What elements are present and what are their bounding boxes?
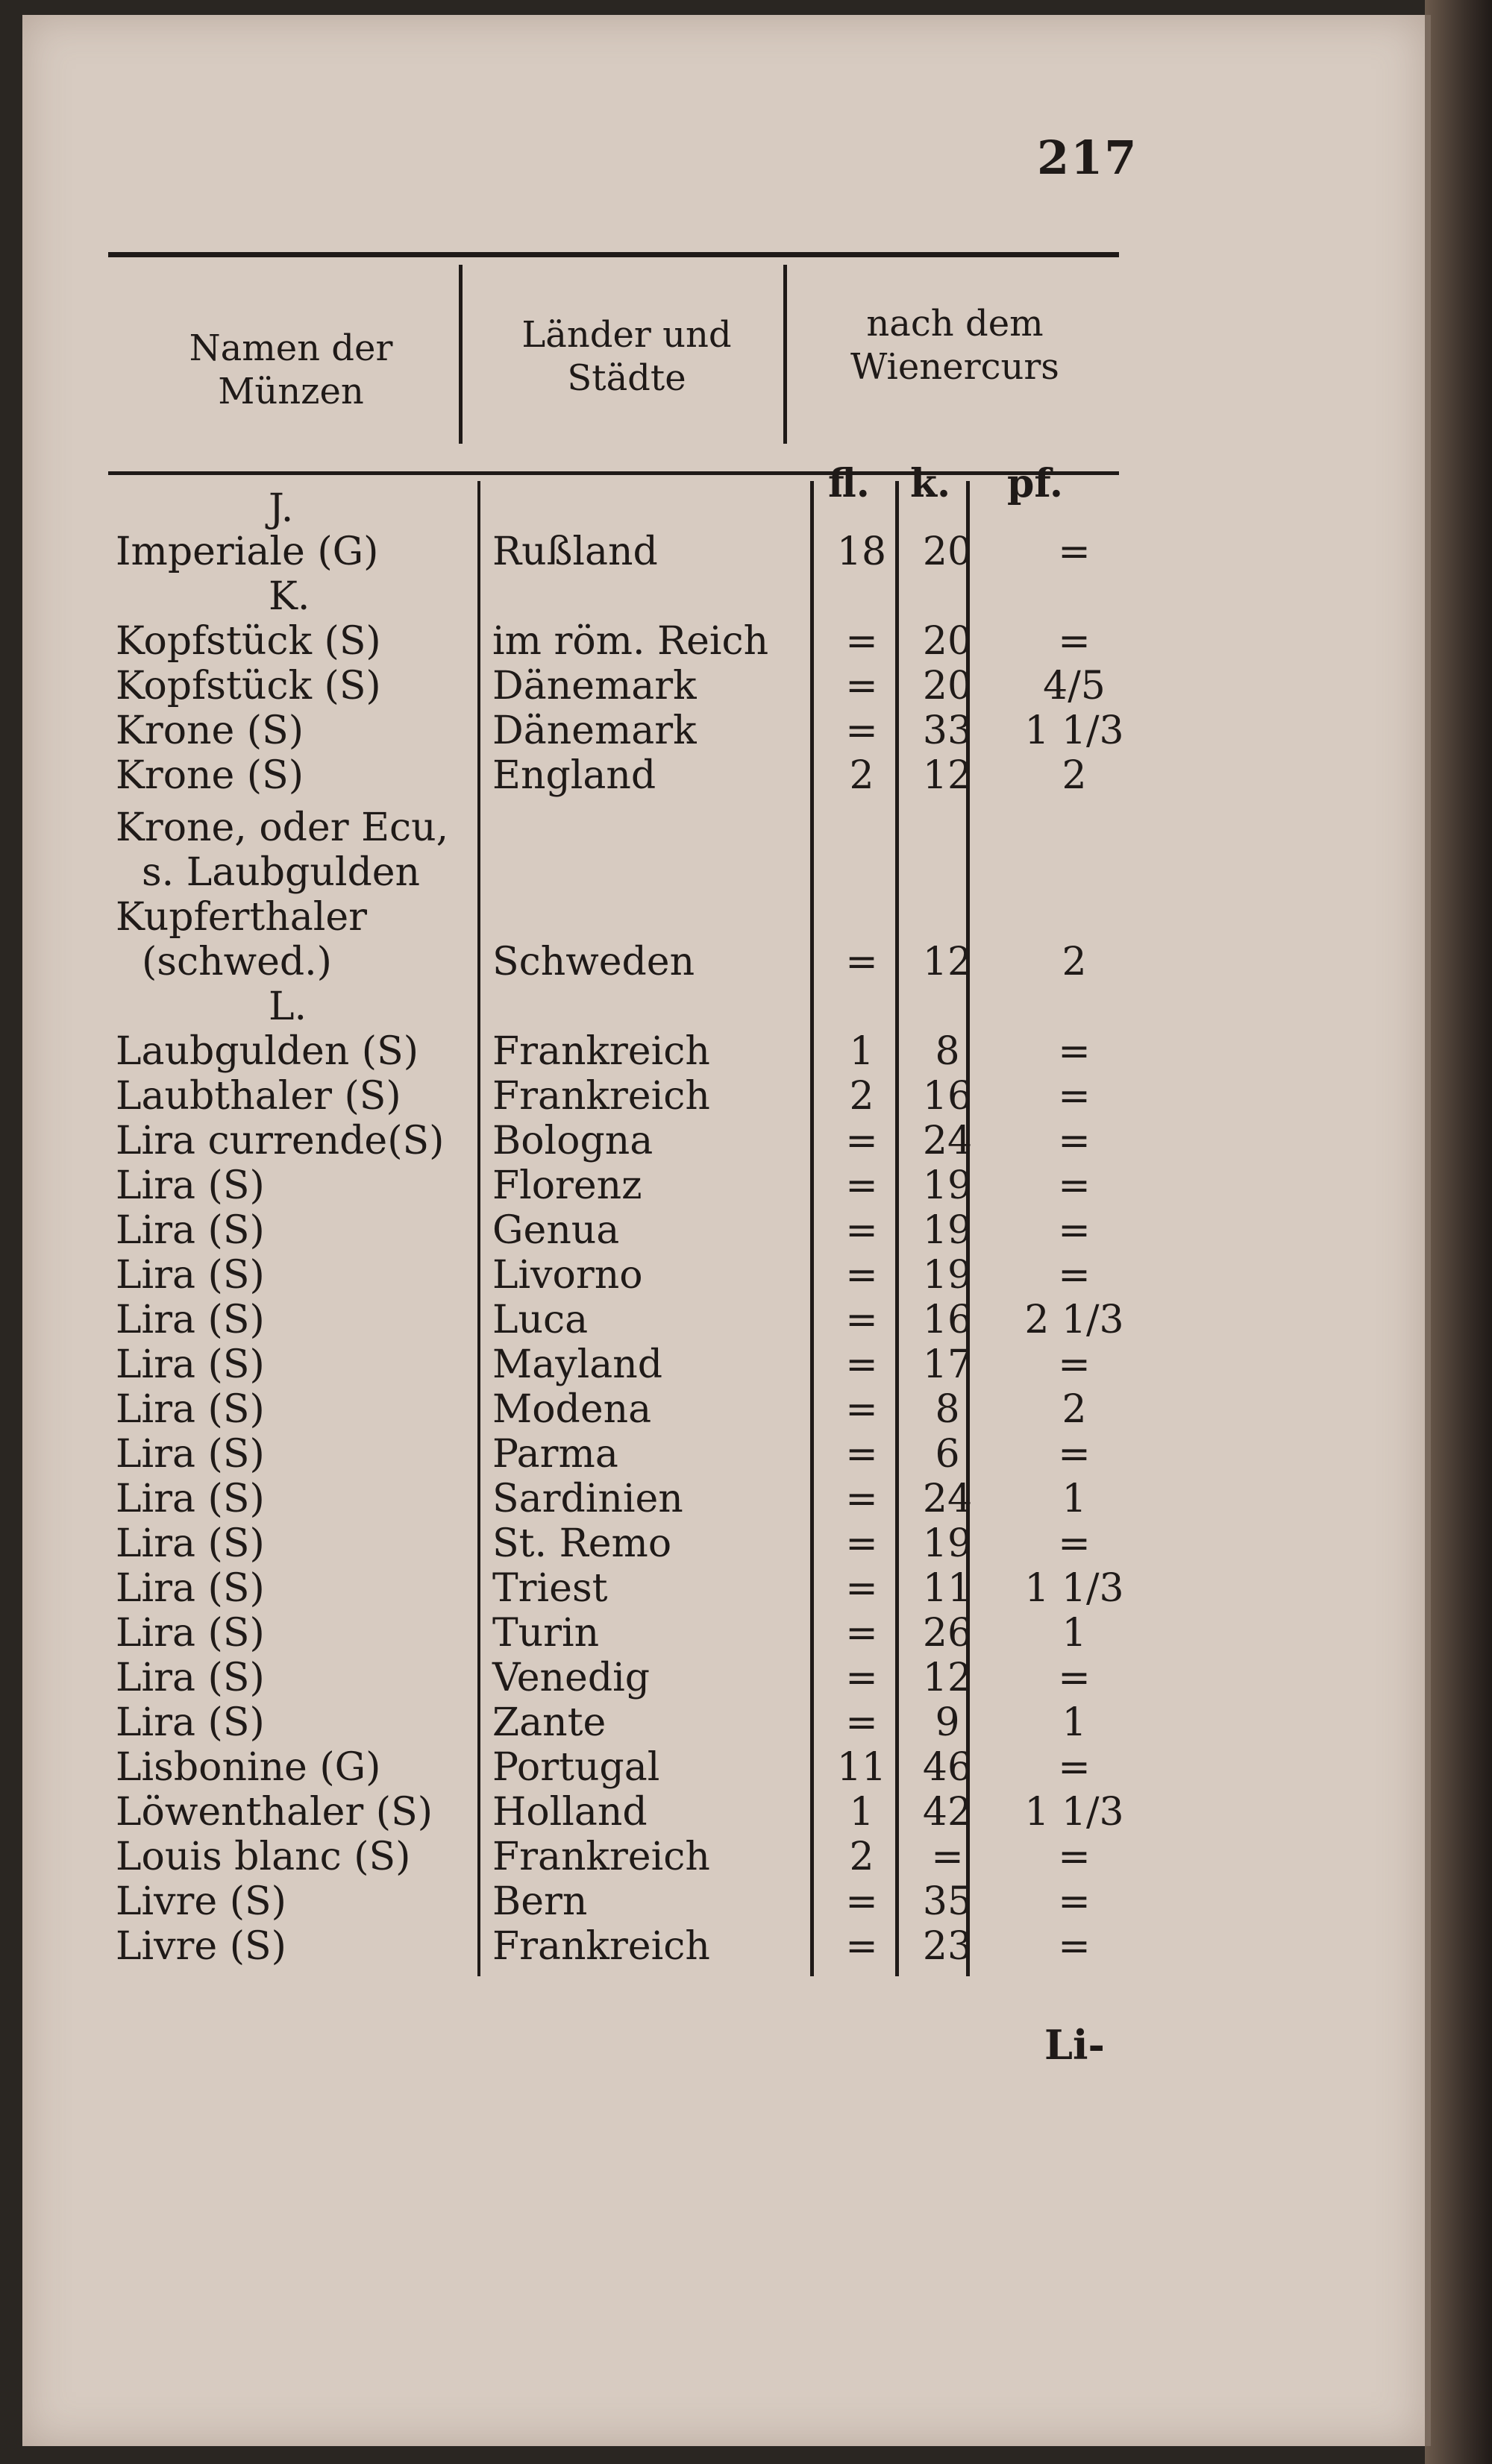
book-spine-edge <box>1425 0 1492 2464</box>
coin-name: Lira (S) <box>116 1163 265 1208</box>
table-row <box>22 940 1425 984</box>
coin-name: Lira (S) <box>116 1253 265 1298</box>
value-pf: = <box>1058 1208 1091 1253</box>
coin-name: Lira (S) <box>116 1208 265 1253</box>
page-number: 217 <box>1037 131 1138 185</box>
value-pf: = <box>1058 529 1091 574</box>
table-row <box>22 1253 1425 1298</box>
country: Genua <box>492 1208 620 1253</box>
header-countries: Länder und Städte <box>521 314 732 399</box>
country: Holland <box>492 1790 648 1835</box>
unit-k: k. <box>910 461 951 506</box>
table-row <box>22 1521 1425 1566</box>
coin-name: Laubgulden (S) <box>116 1029 419 1074</box>
table-row <box>22 529 1425 574</box>
table-row <box>22 1477 1425 1521</box>
value-fl: = <box>845 1298 878 1342</box>
header-exchange: nach dem Wienercurs <box>850 303 1059 388</box>
country: Modena <box>492 1387 652 1432</box>
value-k: 23 <box>922 1924 973 1969</box>
value-k: 19 <box>922 1208 973 1253</box>
value-k: 35 <box>922 1879 973 1924</box>
table-row <box>22 1342 1425 1387</box>
country: Dänemark <box>492 664 697 708</box>
country: Livorno <box>492 1253 643 1298</box>
value-k: 9 <box>935 1700 960 1745</box>
coin-name: Lira (S) <box>116 1521 265 1566</box>
table-row <box>22 1835 1425 1879</box>
value-k: 24 <box>922 1119 973 1163</box>
value-pf: = <box>1058 1521 1091 1566</box>
value-pf: 1 <box>1062 1700 1087 1745</box>
value-k: = <box>931 1835 964 1879</box>
value-pf: = <box>1058 1745 1091 1790</box>
coin-name: Lira (S) <box>116 1342 265 1387</box>
value-pf: = <box>1058 1074 1091 1119</box>
value-fl: = <box>845 1924 878 1969</box>
value-fl: = <box>845 1477 878 1521</box>
value-k: 17 <box>922 1342 973 1387</box>
value-fl: = <box>845 1879 878 1924</box>
coin-name: Kopfstück (S) <box>116 619 381 664</box>
header-divider-2 <box>783 265 787 444</box>
country: Luca <box>492 1298 589 1342</box>
value-fl: = <box>845 1163 878 1208</box>
coin-name: Lira (S) <box>116 1700 265 1745</box>
value-pf: 1 1/3 <box>1024 708 1124 753</box>
value-pf: 2 <box>1062 753 1087 798</box>
value-k: 11 <box>922 1566 973 1611</box>
value-fl: = <box>845 619 878 664</box>
coin-name: Kopfstück (S) <box>116 664 381 708</box>
coin-name: Lira (S) <box>116 1477 265 1521</box>
value-pf: 2 1/3 <box>1024 1298 1124 1342</box>
country: Mayland <box>492 1342 663 1387</box>
country: Frankreich <box>492 1029 710 1074</box>
coin-name: Lira (S) <box>116 1566 265 1611</box>
value-fl: 2 <box>849 1074 874 1119</box>
country: Venedig <box>492 1656 651 1700</box>
table-row <box>22 1790 1425 1835</box>
coin-name: Löwenthaler (S) <box>116 1790 433 1835</box>
table-row <box>22 1074 1425 1119</box>
value-k: 12 <box>922 1656 973 1700</box>
coin-name: Krone (S) <box>116 708 304 753</box>
coin-name: s. Laubgulden <box>142 850 421 895</box>
table-row <box>22 895 1425 940</box>
value-pf: 1 <box>1062 1477 1087 1521</box>
value-pf: = <box>1058 1119 1091 1163</box>
value-pf: = <box>1058 1656 1091 1700</box>
value-pf: 1 1/3 <box>1024 1790 1124 1835</box>
value-pf: 2 <box>1062 1387 1087 1432</box>
top-rule <box>108 252 1119 257</box>
value-k: 19 <box>922 1521 973 1566</box>
coin-name: Krone, oder Ecu, <box>116 805 449 850</box>
coin-name: Laubthaler (S) <box>116 1074 401 1119</box>
country: Frankreich <box>492 1924 710 1969</box>
value-k: 33 <box>922 708 973 753</box>
value-fl: 11 <box>836 1745 887 1790</box>
value-k: 24 <box>922 1477 973 1521</box>
coin-name: Krone (S) <box>116 753 304 798</box>
value-pf: 1 1/3 <box>1024 1566 1124 1611</box>
value-fl: = <box>845 1208 878 1253</box>
value-fl: 18 <box>836 529 887 574</box>
table-row <box>22 664 1425 708</box>
value-fl: = <box>845 1656 878 1700</box>
value-fl: 1 <box>849 1029 874 1074</box>
country: England <box>492 753 656 798</box>
value-pf: 4/5 <box>1043 664 1106 708</box>
table-row <box>22 1745 1425 1790</box>
country: Frankreich <box>492 1074 710 1119</box>
value-k: 26 <box>922 1611 973 1656</box>
value-k: 42 <box>922 1790 973 1835</box>
value-pf: = <box>1058 1163 1091 1208</box>
table-row <box>22 619 1425 664</box>
table-row <box>22 1029 1425 1074</box>
table-row <box>22 1432 1425 1477</box>
coin-name: Livre (S) <box>116 1924 286 1969</box>
value-k: 8 <box>935 1387 960 1432</box>
country: Triest <box>492 1566 608 1611</box>
value-pf: = <box>1058 1835 1091 1879</box>
unit-fl: fl. <box>828 461 870 506</box>
coin-name: Lisbonine (G) <box>116 1745 381 1790</box>
table-row <box>22 708 1425 753</box>
coin-name: Kupferthaler <box>116 895 368 940</box>
value-k: 19 <box>922 1163 973 1208</box>
coin-name: Lira currende(S) <box>116 1119 445 1163</box>
country: Portugal <box>492 1745 660 1790</box>
value-pf: = <box>1058 1432 1091 1477</box>
value-fl: = <box>845 1611 878 1656</box>
coin-name: Lira (S) <box>116 1611 265 1656</box>
value-fl: = <box>845 1253 878 1298</box>
section-letter-j: J. <box>269 486 294 531</box>
table-row <box>22 1298 1425 1342</box>
coin-name: Imperiale (G) <box>116 529 379 574</box>
value-fl: = <box>845 1387 878 1432</box>
value-pf: 1 <box>1062 1611 1087 1656</box>
country: St. Remo <box>492 1521 672 1566</box>
catchword: Li- <box>1044 2021 1105 2069</box>
country: Parma <box>492 1432 618 1477</box>
value-fl: = <box>845 1342 878 1387</box>
value-pf: = <box>1058 1924 1091 1969</box>
country: Dänemark <box>492 708 697 753</box>
coin-name: Livre (S) <box>116 1879 286 1924</box>
table-row <box>22 753 1425 798</box>
value-fl: 2 <box>849 753 874 798</box>
country: Schweden <box>492 940 695 984</box>
country: Zante <box>492 1700 606 1745</box>
country: Turin <box>492 1611 600 1656</box>
coin-name: Lira (S) <box>116 1432 265 1477</box>
value-fl: = <box>845 1521 878 1566</box>
table-row <box>22 850 1425 895</box>
header-bottom-rule <box>108 471 1119 475</box>
value-fl: = <box>845 1119 878 1163</box>
value-k: 46 <box>922 1745 973 1790</box>
country: Rußland <box>492 529 658 574</box>
value-k: 20 <box>922 664 973 708</box>
value-pf: = <box>1058 619 1091 664</box>
table-row <box>22 1700 1425 1745</box>
value-k: 16 <box>922 1074 973 1119</box>
table-row <box>22 1163 1425 1208</box>
value-fl: = <box>845 1432 878 1477</box>
book-page <box>22 15 1431 2446</box>
table-row <box>22 1924 1425 1969</box>
section-letter-k: K. <box>269 574 310 619</box>
unit-pf: pf. <box>1007 461 1063 506</box>
value-k: 19 <box>922 1253 973 1298</box>
coin-name: Lira (S) <box>116 1387 265 1432</box>
value-pf: = <box>1058 1253 1091 1298</box>
country: im röm. Reich <box>492 619 769 664</box>
section-letter-l: L. <box>269 984 307 1029</box>
value-fl: = <box>845 1700 878 1745</box>
value-fl: = <box>845 664 878 708</box>
table-row <box>22 1879 1425 1924</box>
value-pf: 2 <box>1062 940 1087 984</box>
value-fl: = <box>845 1566 878 1611</box>
coin-name: Lira (S) <box>116 1656 265 1700</box>
value-fl: = <box>845 708 878 753</box>
table-row <box>22 805 1425 850</box>
coin-name: Louis blanc (S) <box>116 1835 411 1879</box>
value-fl: 1 <box>849 1790 874 1835</box>
coin-name: Lira (S) <box>116 1298 265 1342</box>
value-k: 12 <box>922 753 973 798</box>
header-coin-names: Namen der Münzen <box>189 327 393 412</box>
country: Florenz <box>492 1163 642 1208</box>
coin-name: (schwed.) <box>142 940 332 984</box>
value-k: 16 <box>922 1298 973 1342</box>
table-row <box>22 1611 1425 1656</box>
value-fl: 2 <box>849 1835 874 1879</box>
value-k: 20 <box>922 619 973 664</box>
header-divider-1 <box>459 265 463 444</box>
value-pf: = <box>1058 1342 1091 1387</box>
value-pf: = <box>1058 1029 1091 1074</box>
value-k: 20 <box>922 529 973 574</box>
country: Frankreich <box>492 1835 710 1879</box>
value-k: 6 <box>935 1432 960 1477</box>
value-k: 8 <box>935 1029 960 1074</box>
value-k: 12 <box>922 940 973 984</box>
table-row <box>22 1119 1425 1163</box>
country: Sardinien <box>492 1477 683 1521</box>
country: Bologna <box>492 1119 653 1163</box>
table-row <box>22 1208 1425 1253</box>
table-row <box>22 1566 1425 1611</box>
value-pf: = <box>1058 1879 1091 1924</box>
table-row <box>22 1656 1425 1700</box>
country: Bern <box>492 1879 588 1924</box>
value-fl: = <box>845 940 878 984</box>
table-row <box>22 1387 1425 1432</box>
